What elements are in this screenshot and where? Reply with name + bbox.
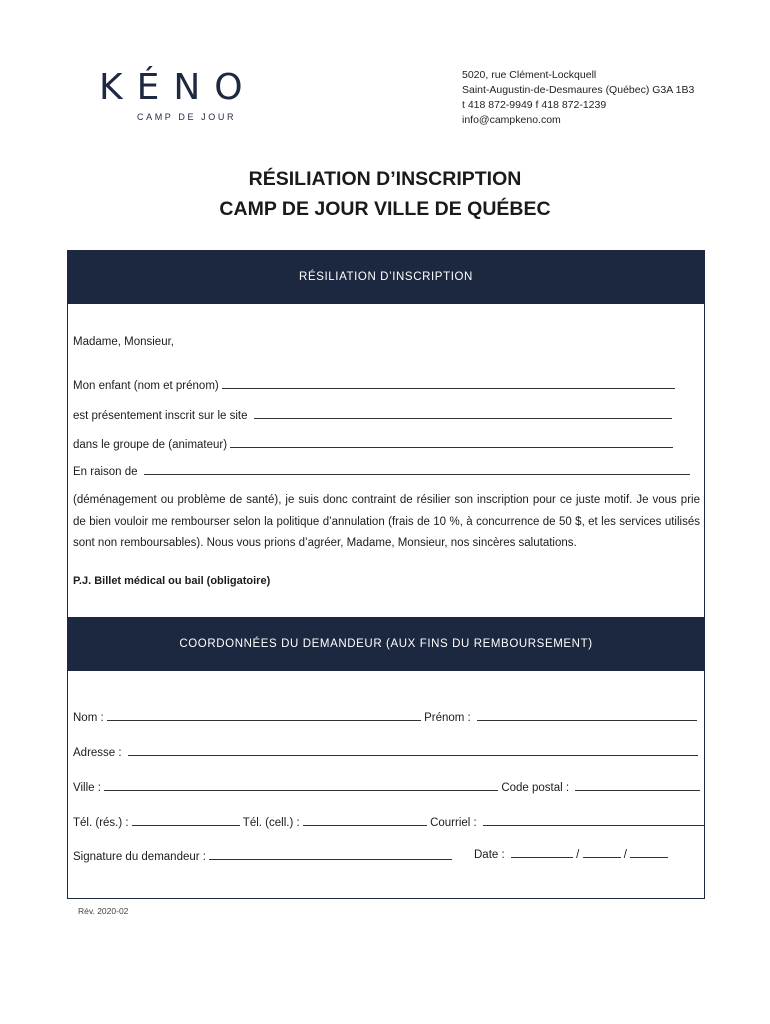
reason-label: En raison de bbox=[73, 466, 138, 478]
phone-row bbox=[73, 815, 705, 829]
reason-row bbox=[73, 464, 690, 478]
child-name-field[interactable] bbox=[222, 378, 675, 389]
keno-logo bbox=[99, 68, 271, 122]
date-year-field[interactable] bbox=[630, 847, 668, 858]
tel-cell-field[interactable] bbox=[303, 815, 427, 826]
address-city: Saint-Augustin-de-Desmaures (Québec) G3A 1B3 bbox=[462, 84, 695, 96]
section-header-resiliation: RÉSILIATION D’INSCRIPTION bbox=[68, 251, 704, 304]
date-separator-2: / bbox=[623, 849, 627, 861]
code-postal-field[interactable] bbox=[575, 780, 700, 791]
form-box bbox=[67, 250, 705, 899]
date-separator-1: / bbox=[576, 849, 580, 861]
code-postal-label: Code postal : bbox=[501, 782, 570, 794]
tel-res-label: Tél. (rés.) : bbox=[73, 817, 129, 829]
greeting: Madame, Monsieur, bbox=[73, 336, 174, 348]
signature-label: Signature du demandeur : bbox=[73, 851, 206, 863]
tel-cell-label: Tél. (cell.) : bbox=[242, 817, 300, 829]
title-line-2: CAMP DE JOUR VILLE DE QUÉBEC bbox=[219, 198, 551, 220]
section-header-coordonnees: COORDONNÉES DU DEMANDEUR (AUX FINS DU REMBOURSEMENT) bbox=[68, 617, 704, 671]
address-email: info@campkeno.com bbox=[462, 114, 561, 126]
signature-field[interactable] bbox=[209, 849, 452, 860]
child-name-row bbox=[73, 378, 675, 392]
body-paragraph: (déménagement ou problème de santé), je suis donc contraint de résilier son inscription pour ce juste motif. Je vous prie de bien vouloir me rembourser selon la politique d’annulation (frais de 10 %, à concurrence de 50 $, et les services utilisés sont non remboursables). Nous vous prions d’agréer, Madame, Monsieur, nos sincères salutations. bbox=[73, 494, 700, 549]
group-row bbox=[73, 437, 673, 451]
prenom-field[interactable] bbox=[477, 710, 697, 721]
nom-label: Nom : bbox=[73, 712, 104, 724]
revision-note: Rév. 2020-02 bbox=[78, 906, 129, 916]
address-street: 5020, rue Clément-Lockquell bbox=[462, 69, 597, 81]
address-row bbox=[73, 745, 698, 759]
tel-res-field[interactable] bbox=[132, 815, 240, 826]
ville-label: Ville : bbox=[73, 782, 101, 794]
date-row bbox=[474, 847, 668, 861]
date-day-field[interactable] bbox=[511, 847, 573, 858]
reason-field[interactable] bbox=[144, 464, 690, 475]
logo-tagline: CAMP DE JOUR bbox=[137, 112, 237, 122]
date-month-field[interactable] bbox=[583, 847, 621, 858]
title-line-1: RÉSILIATION D’INSCRIPTION bbox=[248, 168, 522, 190]
date-label: Date : bbox=[474, 849, 505, 861]
site-field[interactable] bbox=[254, 408, 672, 419]
adresse-label: Adresse : bbox=[73, 747, 122, 759]
adresse-field[interactable] bbox=[128, 745, 698, 756]
courriel-field[interactable] bbox=[483, 815, 705, 826]
nom-field[interactable] bbox=[107, 710, 421, 721]
group-label: dans le groupe de (animateur) bbox=[73, 439, 228, 451]
attachment-note: P.J. Billet médical ou bail (obligatoire) bbox=[73, 575, 271, 587]
courriel-label: Courriel : bbox=[430, 817, 477, 829]
signature-row bbox=[73, 849, 452, 863]
group-field[interactable] bbox=[230, 437, 673, 448]
document-title bbox=[0, 164, 770, 224]
prenom-label: Prénom : bbox=[424, 712, 471, 724]
ville-field[interactable] bbox=[104, 780, 498, 791]
address-block bbox=[462, 68, 694, 128]
site-label: est présentement inscrit sur le site bbox=[73, 410, 248, 422]
address-phone: t 418 872-9949 f 418 872-1239 bbox=[462, 99, 607, 111]
name-row bbox=[73, 710, 697, 724]
child-name-label: Mon enfant (nom et prénom) bbox=[73, 380, 219, 392]
site-row bbox=[73, 408, 672, 422]
logo-wordmark: KÉNO bbox=[99, 67, 257, 108]
city-row bbox=[73, 780, 700, 794]
